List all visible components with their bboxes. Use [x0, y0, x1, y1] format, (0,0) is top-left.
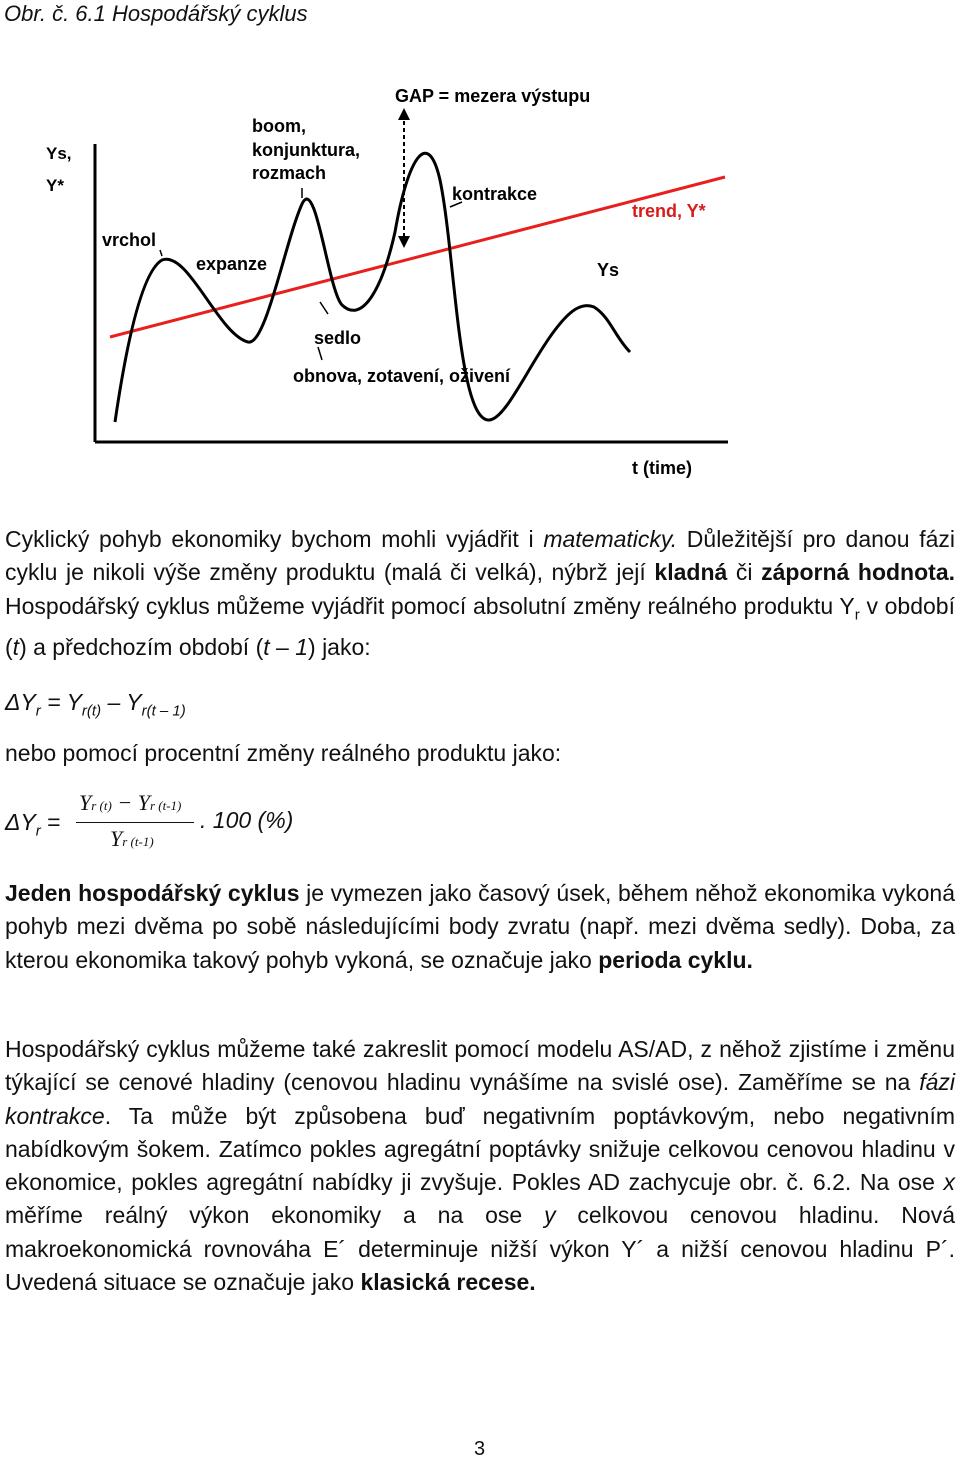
formula2-denominator — [110, 826, 154, 852]
emphasis-matematicky: matematicky. — [543, 526, 678, 552]
y-axis-label-ystar: Y* — [46, 176, 64, 195]
subscript-r: r — [854, 606, 860, 624]
formula1-lhs-sub: r — [35, 702, 41, 720]
boom-label-1: boom, — [252, 116, 306, 136]
text-run: měříme reálný výkon ekonomiky a na ose — [5, 1202, 545, 1229]
kontrakce-label: kontrakce — [452, 184, 538, 204]
text-run: – — [269, 634, 296, 661]
obnova-label: obnova, zotavení, oživení — [293, 366, 511, 386]
formula2-eq: = — [40, 809, 61, 835]
paragraph-hospodarsky-cyklus — [5, 877, 955, 977]
italic-x: x — [943, 1169, 955, 1196]
formula-absolute-change — [5, 689, 186, 720]
italic-y: y — [544, 1202, 556, 1229]
trend-label: trend, Y* — [632, 201, 706, 221]
y-axis-label-ys: Ys, — [46, 144, 72, 163]
x-axis-label: t (time) — [632, 458, 692, 478]
text-run: je vymezen jako časový úsek, během něhož ekonomika vykoná pohyb mezi dvěma po sobě následujícími body zvratu (např. mezi dvěma sedly). Doba, za kterou ekonomika takový pohyb vykoná, se označuje jako — [5, 880, 956, 973]
bold-kladna: kladná — [654, 559, 728, 586]
formula2-numerator — [79, 790, 181, 816]
bold-zaporna-hodnota: záporná hodnota. — [761, 559, 955, 586]
formula2-lhs: ΔY — [5, 809, 36, 835]
bold-klasicka-recese: klasická recese. — [360, 1269, 536, 1296]
business-cycle-diagram — [0, 62, 960, 492]
boom-label-3: rozmach — [252, 163, 327, 183]
text-run: . Ta může být způsobena buď negativním poptávkovým, nebo negativním nabídkovým šokem. Zatímco pokles agregátní poptávky snižuje celkovou cenovou hladinu v ekonomice, pokles agregátní nabídky ji zvyšuje. Pokles AD zachycuje obr. č. 6.2. Na ose — [5, 1102, 955, 1196]
text-run: celkovou cenovou hladinu. Nová makroekonomická rovnováha E´ determinuje nižší výkon Y´ a nižší cenovou hladinu P´. Uvedená situace se označuje jako — [5, 1202, 955, 1296]
formula1-eq: = Y — [40, 689, 82, 715]
italic-t: t — [263, 634, 270, 661]
text-run: či — [727, 559, 762, 586]
text-run: ) a předchozím období ( — [19, 634, 264, 661]
vrchol-pointer — [160, 250, 162, 256]
vrchol-label: vrchol — [102, 230, 157, 250]
text-run: Hospodářský cyklus můžeme také zakreslit pomocí modelu AS/AD, z něhož zjistíme i změnu týkající se cenové hladiny (cenovou hladinu vynášíme na svislé ose). Zaměříme se na — [5, 1036, 955, 1096]
den-y: Y — [110, 826, 123, 851]
business-cycle-figure — [0, 62, 960, 497]
gap-arrow-down-head — [398, 236, 410, 248]
text-run: ) jako: — [308, 634, 371, 661]
fraction-bar — [76, 822, 194, 823]
paragraph-as-ad — [5, 1033, 955, 1299]
text-run: Hospodářský cyklus můžeme vyjádřit pomocí absolutní změny reálného produktu Y — [5, 592, 855, 619]
italic-1: 1 — [295, 634, 309, 661]
figure-caption: Obr. č. 6.1 Hospodářský cyklus — [4, 1, 308, 26]
num-s2: r (t-1) — [149, 798, 182, 813]
expanze-label: expanze — [196, 254, 268, 274]
formula1-lhs: ΔY — [5, 689, 36, 715]
text-run: Cyklický pohyb ekonomiky bychom mohli vyjádřit i — [5, 526, 544, 552]
text-run: v období ( — [5, 592, 955, 661]
formula2-lhs-sub: r — [35, 822, 41, 840]
num-y1: Y — [79, 790, 92, 815]
formula2-lhs-group — [5, 809, 61, 840]
italic-t: t — [12, 634, 20, 661]
italic-faze-kontrakce: fázi kontrakce — [5, 1069, 955, 1129]
formula1-minus: – Y — [101, 689, 142, 715]
boom-label-2: konjunktura, — [252, 140, 361, 160]
formula1-sub2: r(t – 1) — [141, 702, 186, 720]
bold-jeden-cyklus: Jeden hospodářský cyklus — [5, 880, 300, 906]
formula2-tail: . 100 (%) — [200, 807, 294, 833]
formula1-sub1: r(t) — [81, 702, 102, 720]
ys-curve-label: Ys — [597, 260, 620, 280]
bold-perioda-cyklu: perioda cyklu. — [598, 946, 753, 973]
num-s1: r (t) — [91, 798, 112, 813]
sedlo-pointer — [320, 302, 328, 314]
paragraph-matematicky — [5, 523, 955, 665]
page-number: 3 — [474, 1438, 486, 1460]
gap-arrow-up-head — [398, 108, 410, 120]
gap-label: GAP = mezera výstupu — [395, 86, 591, 106]
line-procentni-zmena: nebo pomocí procentní změny reálného produktu jako: — [5, 740, 562, 766]
den-s: r (t-1) — [122, 834, 154, 849]
sedlo-label: sedlo — [314, 328, 362, 348]
num-minus: − Y — [111, 790, 150, 815]
text-run: Důležitější pro danou fázi cyklu je nikoli výše změny produktu (malá či velká), nýbrž její — [5, 526, 955, 586]
obnova-pointer — [318, 347, 322, 360]
